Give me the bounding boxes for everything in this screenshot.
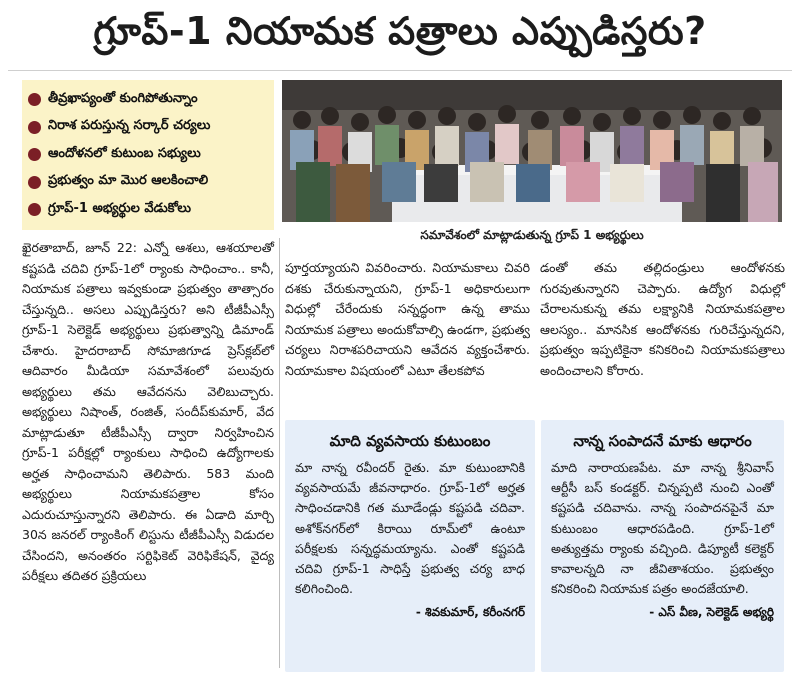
photo-caption: సమావేశంలో మాట్లాడుతున్న గ్రూప్ 1 అభ్యర్థులు (420, 228, 644, 242)
article-column-2 (285, 258, 530, 418)
bullet-dot-icon (28, 176, 41, 189)
testimonial-box-right (541, 420, 784, 672)
group-photo (282, 80, 782, 222)
testimonial-title: నాన్న సంపాదనే మాకు ఆధారం (573, 432, 752, 450)
testimonial-body: మా నాన్న రవీందర్ రైతు. మా కుటుంబానికి వ్యవసాయమే జీవనాధారం. గ్రూప్-1లో అర్హత సాధించడానికి గత మూడేండ్లు కష్టపడి చదివా. అశోక్‌నగర్‌లో కిరాయి రూమ్‌లో ఉంటూ పరీక్షలకు సన్నద్ధమయ్యాను. ఎంతో కష్టపడి చదివి గ్రూప్-1 సాధిస్తే ప్రభుత్వ చర్య బాధ కలిగించింది. (295, 460, 525, 597)
bullet-dot-icon (28, 93, 41, 106)
testimonial-body: మాది నారాయణపేట. మా నాన్న శ్రీనివాస్ ఆర్టీసీ బస్ కండక్టర్. చిన్నప్పటి నుంచి ఎంతో కష్టపడి చదివాను. నాన్న సంపాదనపైనే మా కుటుంబం ఆధారపడింది. గ్రూప్-1లో అత్యుత్తమ ర్యాంకు వచ్చింది. డిప్యూటీ కలెక్టర్ కావాలన్నది నా జీవితాశయం. ప్రభుత్వం కనికరించి నియామక పత్రం అందజేయాలి. (551, 460, 774, 597)
testimonial-signature: - ఎస్ వీణ, సెలెక్టెడ్ అభ్యర్థి (649, 605, 774, 620)
testimonial-box-left (285, 420, 535, 672)
article-column-3 (540, 258, 785, 418)
article-text: ఖైరతాబాద్, జూన్ 22: ఎన్నో ఆశలు, ఆశయాలతో కష్టపడి చదివి గ్రూప్-1లో ర్యాంకు సాధించాం.. కానీ, నియామక పత్రాలు ఇవ్వకుండా ప్రభుత్వం తాత్సారం చేస్తున్నది.. అసలు ఎప్పుడిస్తరు? అని టీజీపీఎస్సీ గ్రూప్-1 సెలెక్టెడ్ అభ్యర్థులు ప్రభుత్వాన్ని డిమాండ్ చేశారు. హైదరాబాద్ సోమాజిగూడ ప్రెస్‌క్లబ్‌లో ఆదివారం మీడియా సమావేశంలో పలువురు అభ్యర్థులు తమ ఆవేదనను వెలిబుచ్చారు. అభ్యర్థులు నిషాంత్, రంజిత్, సందీప్‌కుమార్, వేద మాట్లాడుతూ టీజీపీఎస్సీ ద్వారా నిర్వహించిన గ్రూప్-1 పరీక్షల్లో ర్యాంకులు సాధించి ఉద్యోగాలకు అర్హత సాధించామని తెలిపారు. 583 మంది అభ్యర్థులు నియామకపత్రాల కోసం ఎదురుచూస్తున్నారని తెలిపారు. ఈ ఏడాది మార్చి 30న జనరల్ ర్యాంకింగ్ లిస్టును టీజీపీఎస్సీ విడుదల చేసిందని, అనంతరం సర్టిఫికెట్ వెరిఫికేషన్, వైద్య పరీక్షలు తదితర ప్రక్రియలు (22, 240, 274, 583)
bullet-dot-icon (28, 203, 41, 216)
highlight-item: ఆందోళనలో కుటుంబ సభ్యులు (28, 141, 268, 169)
highlight-item: నిరాశ పరుస్తున్న సర్కార్ చర్యలు (28, 114, 268, 142)
testimonial-signature: - శివకుమార్, కరీంనగర్ (415, 605, 525, 620)
bullet-dot-icon (28, 121, 41, 134)
highlight-item: గ్రూప్-1 అభ్యర్థుల వేడుకోలు (28, 196, 268, 224)
bullet-dot-icon (28, 148, 41, 161)
article-column-1 (22, 238, 274, 668)
testimonial-title: మాది వ్యవసాయ కుటుంబం (329, 432, 491, 450)
article-text: డంతో తమ తల్లిదండ్రులు ఆందోళనకు గురవుతున్నారని చెప్పారు. ఉద్యోగ విధుల్లో చేరాలనుకున్న తమ లక్ష్యానికి నియామకపత్రాల ఆలస్యం.. మానసిక ఆందోళనకు గురిచేస్తున్నదని, ప్రభుత్వం ఇప్పటికైనా కనికరించి నియామకపత్రాలు అందించాలని కోరారు. (540, 260, 785, 378)
highlight-item: తీవ్రఖాప్యంతో కుంగిపోతున్నాం (28, 86, 268, 114)
column-divider (279, 238, 280, 668)
highlight-item: ప్రభుత్వం మా మొర ఆలకించాలి (28, 169, 268, 197)
article-text: పూర్తయ్యాయని వివరించారు. నియామకాలు చివరి దశకు చేరుకున్నాయని, గ్రూప్-1 అధికారులుగా విధుల్లో చేరేందుకు సన్నద్ధంగా ఉన్న తాము నియామక పత్రాలు అందుకోవాల్సి ఉండగా, ప్రభుత్వ చర్యలు నిరాశపరిచాయని ఆవేదన వ్యక్తంచేశారు. నియామకాల విషయంలో ఎటూ తేలకపోవ (285, 260, 530, 378)
group-photo-illustration (282, 80, 782, 222)
highlights-box (22, 80, 274, 230)
headline-rule (8, 70, 792, 71)
headline: గ్రూప్-1 నియామక పత్రాలు ఎప్పుడిస్తరు? (93, 9, 707, 53)
